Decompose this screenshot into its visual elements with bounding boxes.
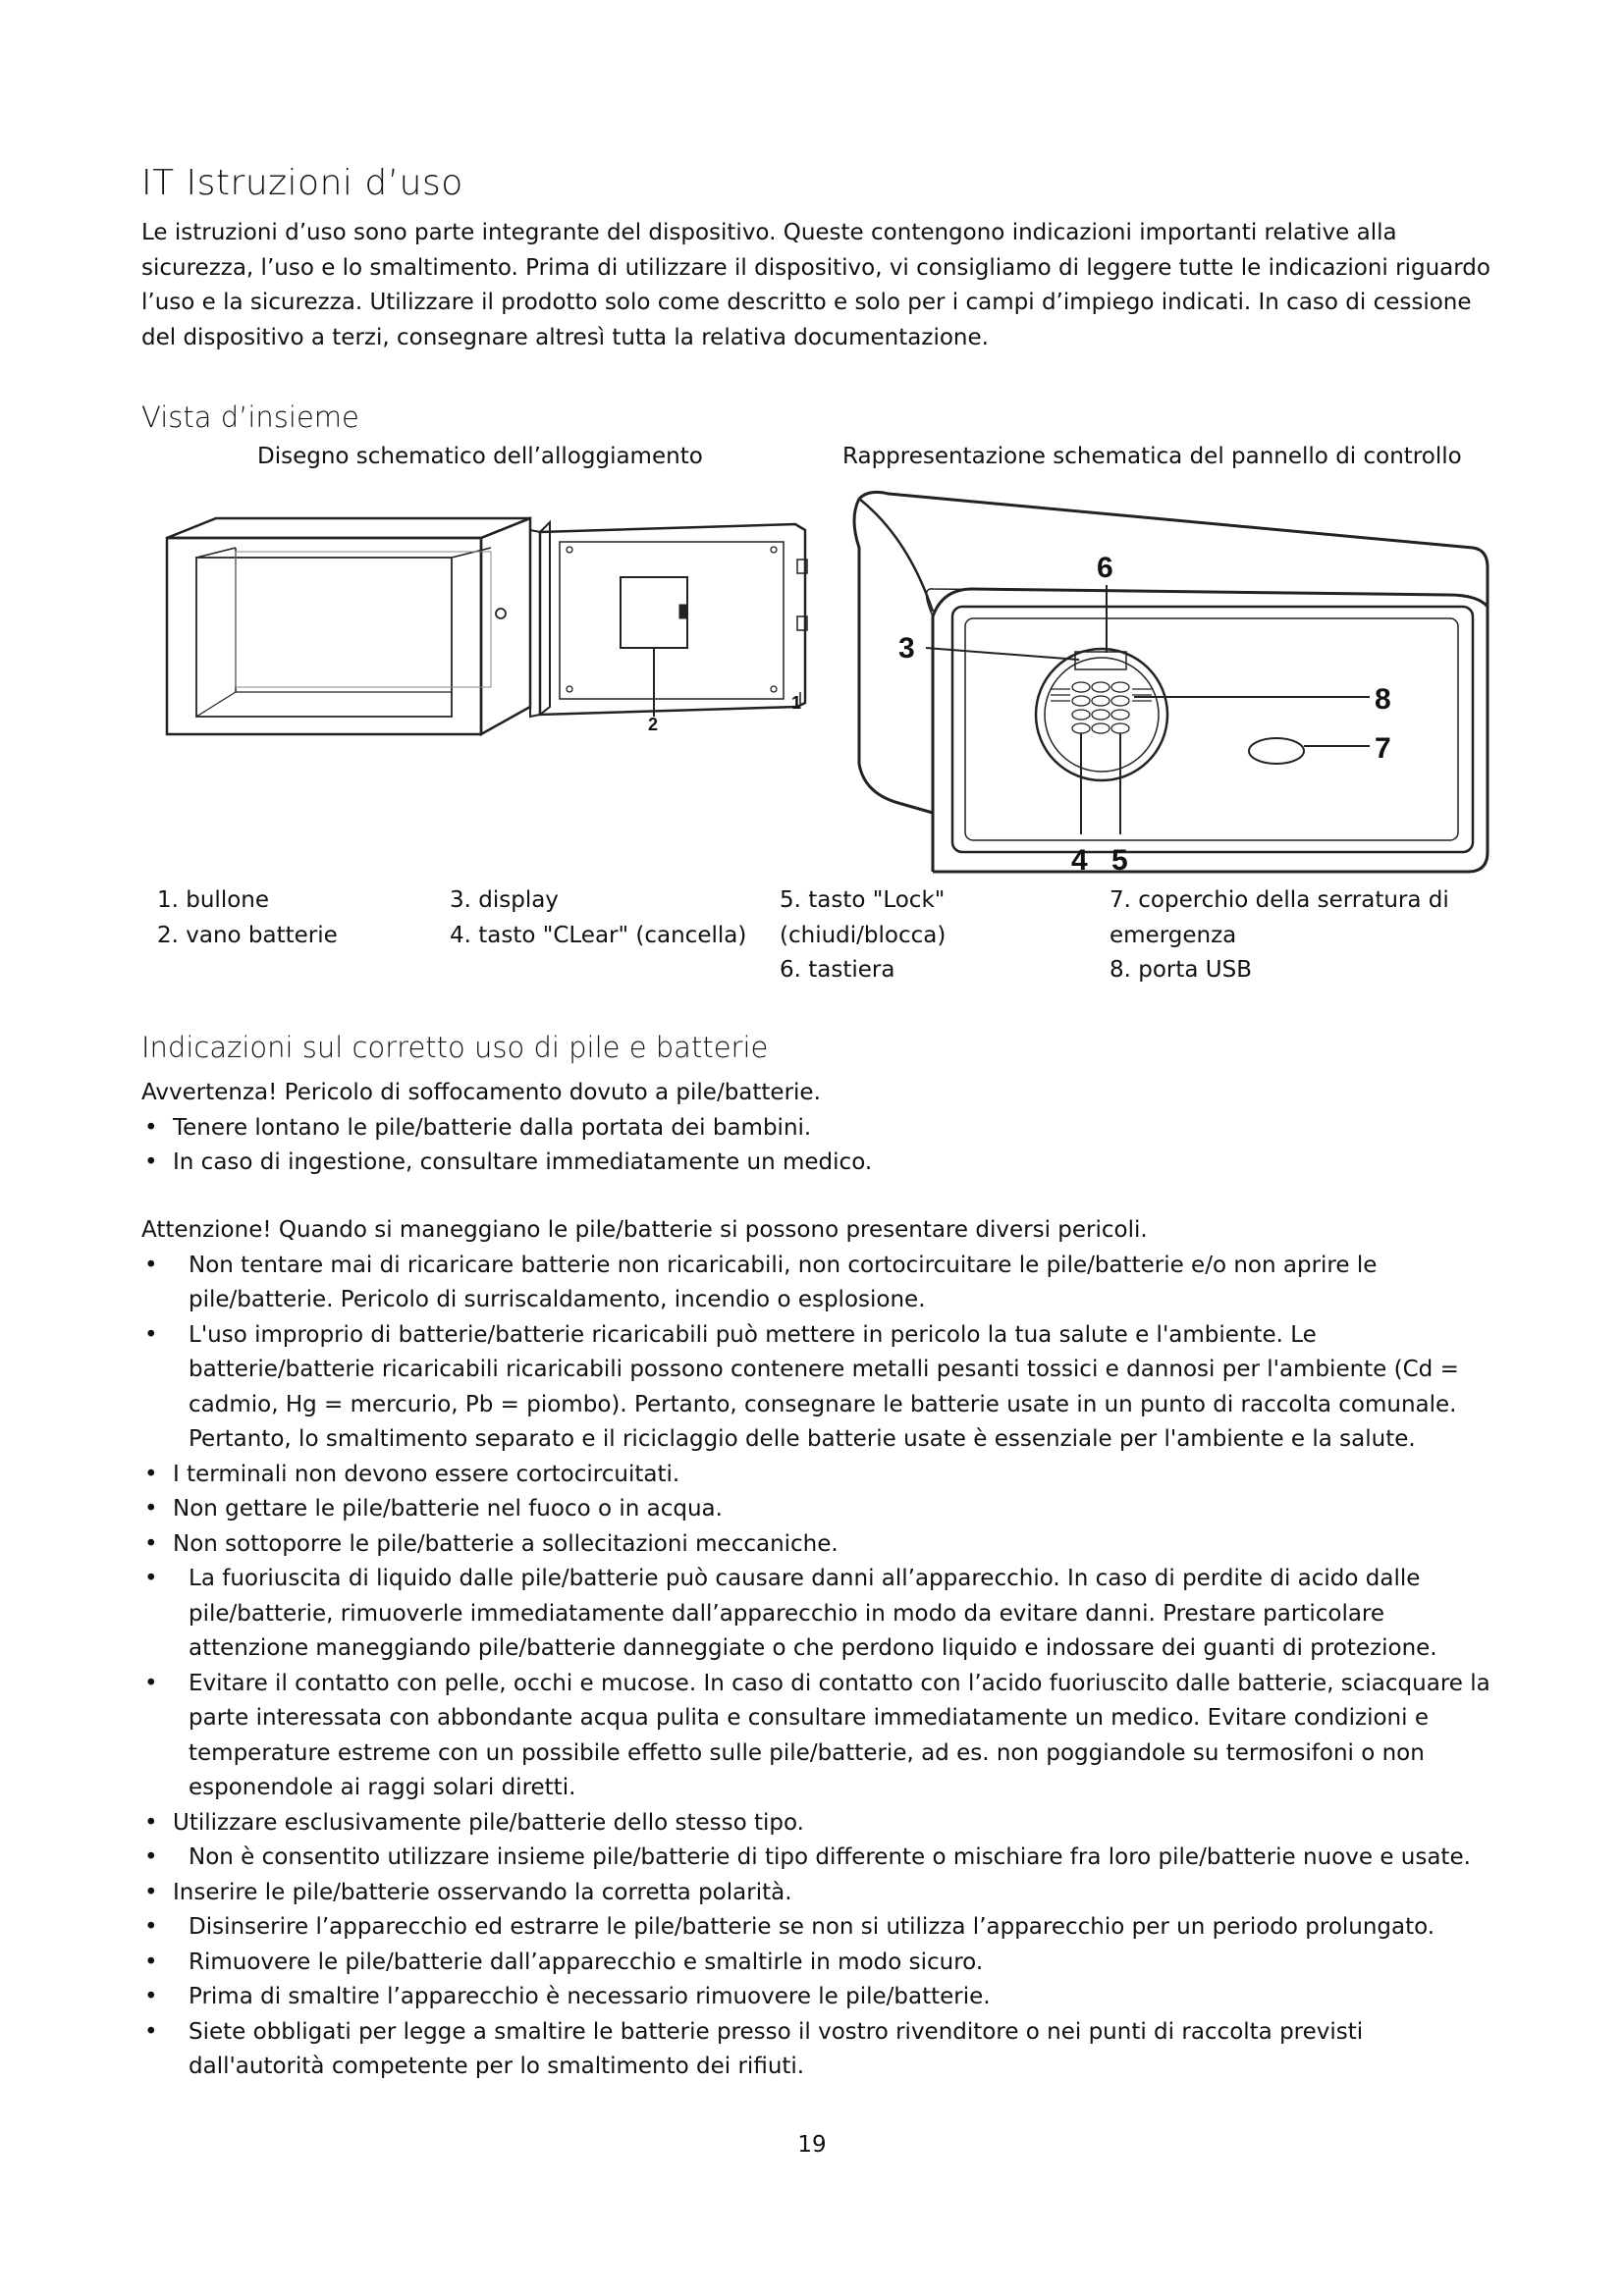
intro-paragraph: Le istruzioni d’uso sono parte integrante del dispositivo. Queste contengono indicazioni importanti relative alla sicurezza, l’uso e lo smaltimento. Prima di utilizzare il dispositivo, vi consigliamo di leggere tutte le indicazioni riguardo l’uso e la sicurezza. Utilizzare il prodotto solo come descritto e solo per i campi d’impiego indicati. In caso di cessione del dispositivo a terzi, consegnare altresì tutta la relativa documentazione. — [141, 220, 1490, 350]
legend-item: 3. display — [450, 887, 559, 913]
fig-label-8: 8 — [1375, 683, 1391, 716]
fig-label-4: 4 — [1071, 844, 1088, 877]
legend-item: 7. coperchio della serratura di — [1110, 887, 1449, 913]
legend-item: (chiudi/blocca) — [780, 922, 947, 948]
warning-list — [141, 1111, 1496, 1181]
list-item: • Inserire le pile/batterie osservando la corretta polarità. — [141, 1876, 1496, 1911]
page-number: 19 — [797, 2132, 827, 2158]
legend-item: 6. tastiera — [780, 957, 895, 983]
legend-item: 2. vano batterie — [157, 922, 338, 948]
batteries-heading: Indicazioni sul corretto uso di pile e batterie — [141, 1031, 769, 1064]
list-item: • Non gettare le pile/batterie nel fuoco o in acqua. — [141, 1492, 1496, 1527]
legend-item: 4. tasto "CLear" (cancella) — [450, 922, 747, 948]
list-item: • L'uso improprio di batterie/batterie ricaricabili può mettere in pericolo la tua salute e l'ambiente. Le batterie/batterie ricaricabili ricaricabili possono contenere metalli pesanti tossici e dannosi per l'ambiente (Cd = cadmio, Hg = mercurio, Pb = piombo). Pertanto, consegnare le batterie usate in un punto di raccolta comunale. Pertanto, lo smaltimento separato e il riciclaggio delle batterie usate è essenziale per l'ambiente e la salute. — [141, 1318, 1496, 1458]
fig-label-3: 3 — [898, 632, 915, 665]
fig-label-1: 1 — [791, 693, 802, 713]
control-panel-illustration — [839, 479, 1507, 881]
fig-label-7: 7 — [1375, 732, 1391, 765]
list-item: • Disinserire l’apparecchio ed estrarre le pile/batterie se non si utilizza l’apparecchio per un periodo prolungato. — [141, 1910, 1496, 1946]
list-item: • Non è consentito utilizzare insieme pile/batterie di tipo differente o mischiare fra loro pile/batterie nuove e usate. — [141, 1841, 1496, 1876]
legend-col-2 — [450, 883, 746, 953]
list-item: • Utilizzare esclusivamente pile/batterie dello stesso tipo. — [141, 1806, 1496, 1842]
battery-list-long-3 — [141, 1910, 1496, 2085]
legend-item: emergenza — [1110, 922, 1237, 948]
legend-col-3 — [780, 883, 946, 988]
overview-heading: Vista d’insieme — [141, 400, 359, 434]
warning-text: Avvertenza! Pericolo di soffocamento dovuto a pile/batterie. — [141, 1080, 821, 1105]
list-item: • I terminali non devono essere cortocircuitati. — [141, 1458, 1496, 1493]
legend-item: 8. porta USB — [1110, 957, 1253, 983]
list-item: • Tenere lontano le pile/batterie dalla portata dei bambini. — [141, 1111, 1496, 1147]
list-item: • La fuoriuscita di liquido dalle pile/batterie può causare danni all’apparecchio. In caso di perdite di acido dalle pile/batterie, rimuoverle immediatamente dall’apparecchio in modo da evitare danni. Prestare particolare attenzione maneggiando pile/batterie danneggiate o che perdono liquido e indossare dei guanti di protezione. — [141, 1562, 1496, 1667]
warning-block — [141, 1076, 1496, 1181]
caption-control-panel: Rappresentazione schematica del pannello di controllo — [842, 444, 1462, 469]
list-item: • Siete obbligati per legge a smaltire le batterie presso il vostro rivenditore o nei punti di raccolta previsti dall'autorità competente per lo smaltimento dei rifiuti. — [141, 2015, 1496, 2085]
list-item: • Prima di smaltire l’apparecchio è necessario rimuovere le pile/batterie. — [141, 1980, 1496, 2015]
battery-list-long-1 — [141, 1562, 1496, 1806]
legend-item: 1. bullone — [157, 887, 270, 913]
legend-item: 5. tasto "Lock" — [780, 887, 946, 913]
list-item: • Non tentare mai di ricaricare batterie non ricaricabili, non cortocircuitare le pile/batterie e/o non aprire le pile/batterie. Pericolo di surriscaldamento, incendio o esplosione. — [141, 1249, 1496, 1318]
caption-housing: Disegno schematico dell’alloggiamento — [257, 444, 703, 469]
housing-illustration — [157, 510, 825, 756]
fig-label-2: 2 — [648, 715, 659, 734]
battery-list-long-2 — [141, 1841, 1496, 1876]
battery-list-short-2 — [141, 1806, 1496, 1842]
page-title: IT Istruzioni d’uso — [141, 163, 463, 203]
fig-label-5: 5 — [1111, 844, 1128, 877]
attention-text: Attenzione! Quando si maneggiano le pile/batterie si possono presentare diversi pericoli. — [141, 1217, 1148, 1243]
battery-list-short-1 — [141, 1458, 1496, 1563]
list-item: • In caso di ingestione, consultare immediatamente un medico. — [141, 1146, 1496, 1181]
list-item: • Evitare il contatto con pelle, occhi e mucose. In caso di contatto con l’acido fuoriuscito dalle batterie, sciacquare la parte interessata con abbondante acqua pulita e consultare immediatamente un medico. Evitare condizioni e temperature estreme con un possibile effetto sulle pile/batterie, ad es. non poggiandole su termosifoni o non esponendole ai raggi solari diretti. — [141, 1667, 1496, 1806]
list-item: • Non sottoporre le pile/batterie a sollecitazioni meccaniche. — [141, 1527, 1496, 1563]
attention-block — [141, 1213, 1496, 2085]
battery-list — [141, 1249, 1496, 1458]
fig-label-6: 6 — [1097, 552, 1113, 584]
legend-col-4 — [1110, 883, 1449, 988]
list-item: • Rimuovere le pile/batterie dall’apparecchio e smaltirle in modo sicuro. — [141, 1946, 1496, 1981]
legend-col-1 — [157, 883, 338, 953]
battery-list-short-3 — [141, 1876, 1496, 1911]
